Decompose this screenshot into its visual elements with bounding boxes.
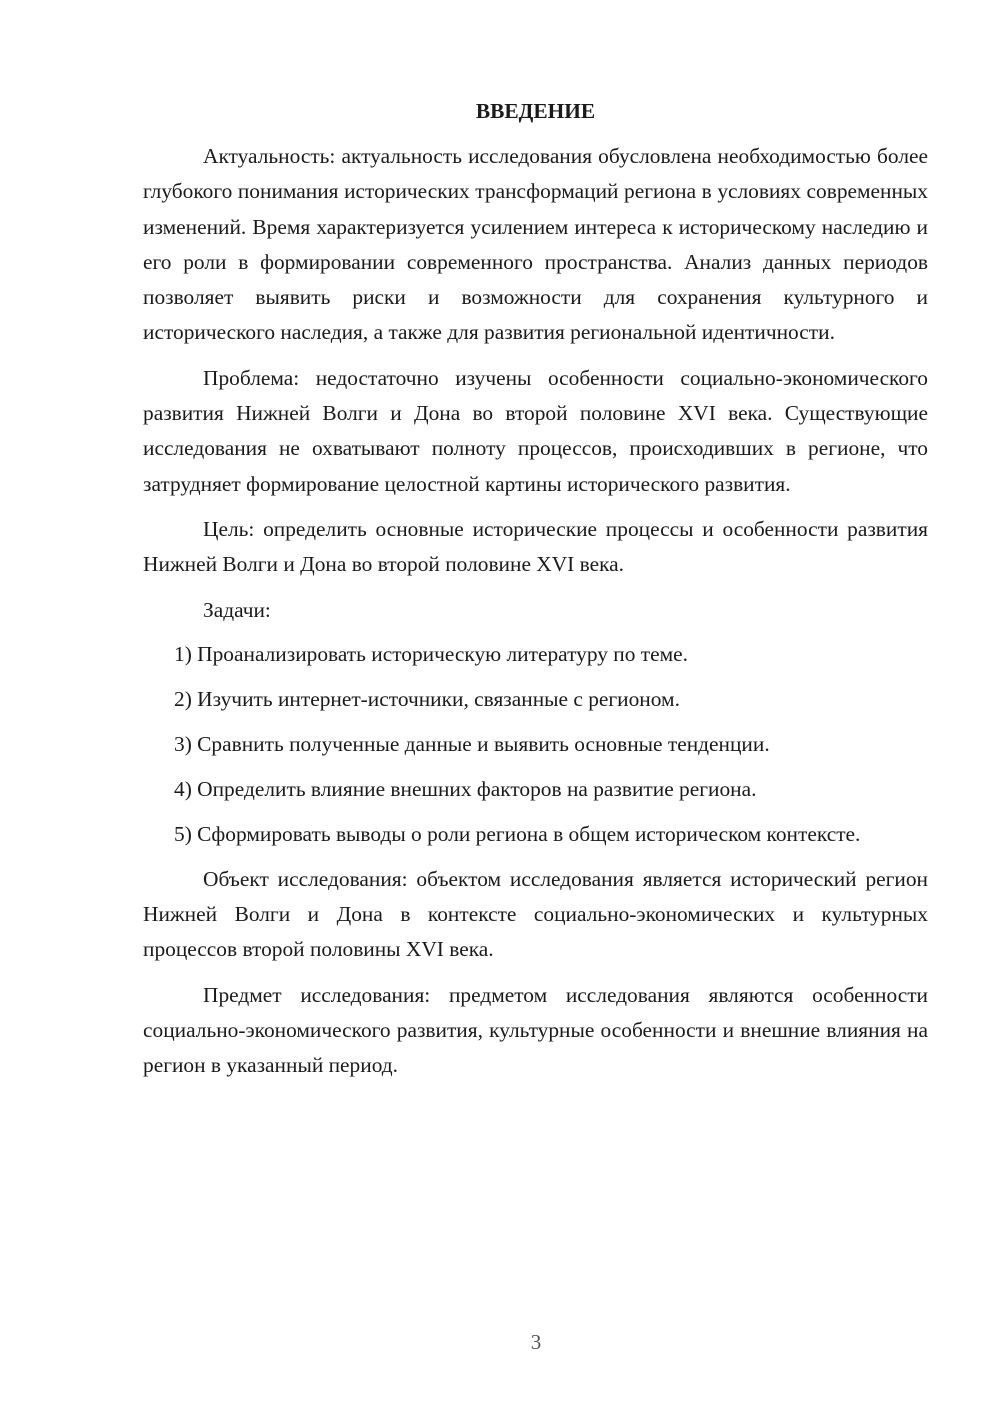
paragraph-relevance: Актуальность: актуальность исследования обусловлена необходимостью более глубокого понимания исторических трансформаций региона в условиях современных изменений. Время характеризуется усилением интереса к историческому наследию и его роли в формировании современного пространства. Анализ данных периодов позволяет выявить риски и возможности для сохранения культурного и исторического наследия, а также для развития региональной идентичности.	[143, 144, 928, 345]
task-item-4: 4) Определить влияние внешних факторов на развитие региона.	[174, 776, 757, 801]
task-item-3: 3) Сравнить полученные данные и выявить основные тенденции.	[174, 731, 770, 756]
section-title: ВВЕДЕНИЕ	[475, 99, 596, 123]
paragraph-object: Объект исследования: объектом исследования является исторический регион Нижней Волги и Дона в контексте социально-экономических и культурных процессов второй половины XVI века.	[143, 866, 928, 962]
task-item-5: 5) Сформировать выводы о роли региона в общем историческом контексте.	[174, 821, 861, 846]
page-number: 3	[530, 1330, 542, 1354]
document-page	[143, 92, 928, 1084]
paragraph-goal: Цель: определить основные исторические процессы и особенности развития Нижней Волги и Дона во второй половине XVI века.	[143, 516, 928, 577]
tasks-heading: Задачи:	[203, 597, 271, 622]
paragraph-subject: Предмет исследования: предметом исследования являются особенности социально-экономического развития, культурные особенности и внешние влияния на регион в указанный период.	[143, 982, 928, 1078]
task-item-2: 2) Изучить интернет-источники, связанные с регионом.	[174, 687, 680, 712]
task-item-1: 1) Проанализировать историческую литературу по теме.	[174, 642, 689, 667]
paragraph-problem: Проблема: недостаточно изучены особенности социально-экономического развития Нижней Волги и Дона во второй половине XVI века. Существующие исследования не охватывают полноту процессов, происходивших в регионе, что затрудняет формирование целостной картины исторического развития.	[143, 365, 928, 496]
